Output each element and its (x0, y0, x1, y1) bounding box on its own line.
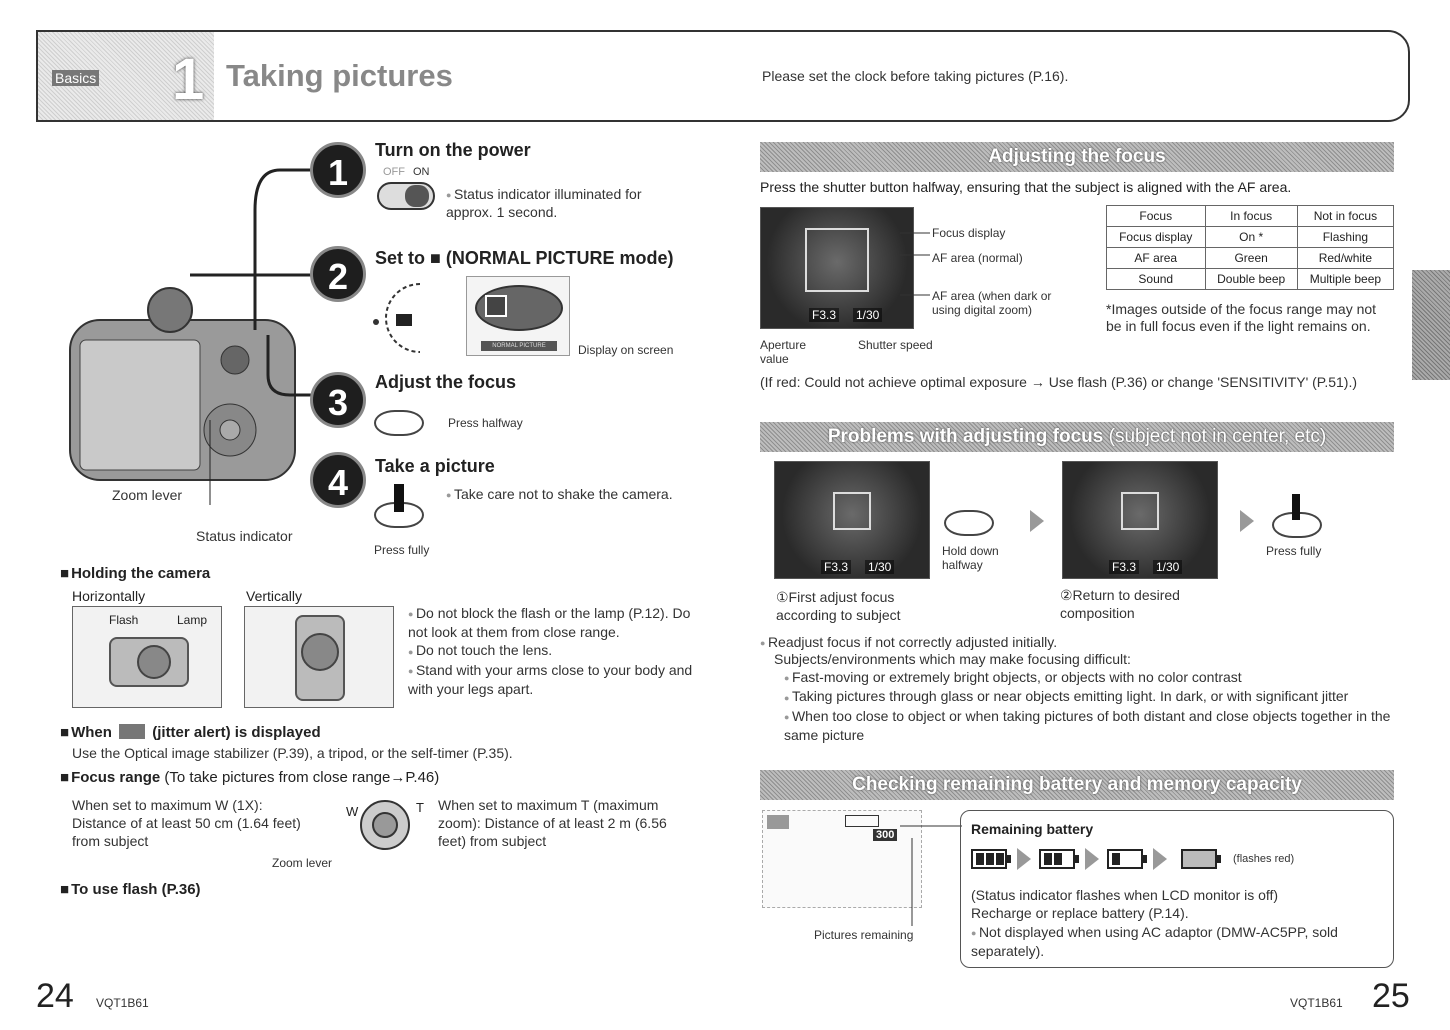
problem-photo-1-shutter: 1/30 (865, 560, 894, 574)
focus-range-heading (60, 769, 439, 786)
focus-range-note: (To take pictures from close range→P.46) (164, 769, 440, 786)
flash-heading: ■ To use flash (P.36) (60, 881, 201, 898)
arrow-right-icon (1030, 510, 1044, 532)
readjust-note: ● Readjust focus if not correctly adjusted initially. (760, 634, 1057, 650)
lcd-aperture-value: F3.3 (809, 308, 839, 322)
focus-lcd-photo (760, 207, 914, 329)
ac-adaptor-note: ● Not displayed when using AC adaptor (DMW-AC5PP, sold separately). (971, 923, 1371, 960)
half-press-icon (944, 510, 994, 536)
table-row (1107, 269, 1394, 290)
holding-bullets (408, 604, 698, 698)
focus-table (1106, 205, 1394, 290)
table-header: Not in focus (1297, 206, 1393, 227)
table-cell: Sound (1107, 269, 1206, 290)
hold-down-label: Hold down halfway (942, 544, 999, 572)
step-1-number: 1 (310, 142, 366, 198)
problems-banner (760, 422, 1394, 452)
section-number: 1 (172, 47, 205, 112)
step-4-note: ● Take care not to shake the camera. (446, 486, 686, 504)
tele-t-label: T (416, 800, 424, 815)
wide-w-label: W (346, 804, 359, 819)
horizontal-hold-image (72, 606, 222, 708)
page-header (36, 30, 1410, 122)
press-down-arrow-icon (394, 484, 404, 512)
battery-bar (1044, 853, 1052, 865)
battery-bar (976, 853, 984, 865)
table-row (1107, 248, 1394, 269)
lcd-shutter-value: 1/30 (853, 308, 882, 322)
table-cell: Focus display (1107, 227, 1206, 248)
battery-full-icon (971, 849, 1007, 869)
jitter-heading-post: (jitter alert) is displayed (152, 724, 321, 741)
flash-label: Flash (109, 613, 139, 627)
problem-photo-1-aperture: F3.3 (821, 560, 851, 574)
table-cell: Double beep (1205, 269, 1297, 290)
battery-bar (1112, 853, 1120, 865)
press-fully-label: Press fully (1266, 544, 1322, 558)
step-4-number: 4 (310, 452, 366, 508)
callout-af-normal: AF area (normal) (932, 251, 1023, 265)
holding-heading: ■ Holding the camera (60, 565, 210, 582)
clock-note: Please set the clock before taking pictures (P.16). (762, 68, 1069, 84)
battery-bar (1186, 853, 1194, 865)
problem-photo-2-shutter: 1/30 (1153, 560, 1182, 574)
tele-text: When set to maximum T (maximum zoom): Distance of at least 2 m (6.56 feet) from subject (438, 797, 667, 849)
table-header-row (1107, 206, 1394, 227)
battery-bar (1132, 853, 1140, 865)
arrow-right-icon (1085, 848, 1099, 870)
status-flash-note: (Status indicator flashes when LCD monitor is off) (971, 887, 1279, 903)
table-header: Focus (1107, 206, 1206, 227)
problems-banner-main: Problems with adjusting focus (827, 426, 1104, 447)
difficult-list (784, 668, 1394, 744)
right-code: VQT1B61 (1290, 996, 1343, 1010)
red-exposure-note: (If red: Could not achieve optimal exposure → Use flash (P.36) or change 'SENSITIVITY' (P.51).) (760, 374, 1357, 390)
remaining-count: 300 (873, 829, 897, 841)
zoom-lever-diagram (330, 786, 430, 866)
shutter-half-icon (374, 410, 424, 436)
step-1-note: ● Status indicator illuminated for approx. 1 second. (446, 186, 686, 221)
mode-screen-display (466, 276, 570, 356)
arrow-right-icon (1153, 848, 1167, 870)
battery-box (960, 810, 1394, 968)
lamp-label: Lamp (177, 613, 208, 627)
side-tab (1412, 270, 1450, 380)
switch-off-label: OFF (383, 166, 405, 178)
callout-af-dark: AF area (when dark or using digital zoom) (932, 289, 1052, 317)
problem-photo-2-caption: ②Return to desired composition (1060, 587, 1180, 621)
basics-label: Basics (52, 70, 99, 86)
battery-bar (986, 853, 994, 865)
zoom-lever-caption: Zoom lever (272, 856, 333, 870)
pictures-remaining-label: Pictures remaining (814, 928, 914, 942)
table-cell: Green (1205, 248, 1297, 269)
battery-bar (1064, 853, 1072, 865)
arrow-right-icon (1017, 848, 1031, 870)
flashes-red-label: (flashes red) (1233, 853, 1295, 865)
power-switch-icon (377, 166, 435, 214)
mode-dial-icon (370, 280, 448, 356)
step-1-title: Turn on the power (375, 140, 531, 160)
step-3-title: Adjust the focus (375, 372, 517, 392)
battery-bar (1122, 853, 1130, 865)
horizontally-label: Horizontally (72, 588, 146, 604)
focus-range-title: ■ Focus range (60, 769, 160, 786)
list-item: ● Taking pictures through glass or near objects emitting light. In dark, or with significant jitter (784, 687, 1394, 706)
battery-banner: Checking remaining battery and memory capacity (760, 770, 1394, 800)
step-2-note: Display on screen (578, 343, 674, 357)
left-page-number: 24 (36, 977, 74, 1015)
adjusting-focus-banner: Adjusting the focus (760, 142, 1394, 172)
holding-bullet: ● Do not block the flash or the lamp (P.12). Do not look at them from close range. (408, 604, 698, 641)
remaining-battery-heading: Remaining battery (971, 821, 1094, 837)
battery-bar (1196, 853, 1204, 865)
table-row (1107, 227, 1394, 248)
mode-badge: NORMAL PICTURE (481, 341, 557, 351)
recharge-note: Recharge or replace battery (P.14). (971, 905, 1189, 921)
table-cell: Red/white (1297, 248, 1393, 269)
battery-bar (1054, 853, 1062, 865)
step-4-press: Press fully (374, 543, 430, 557)
battery-empty-icon (1181, 849, 1217, 869)
holding-bullet: ● Stand with your arms close to your body and with your legs apart. (408, 661, 698, 698)
zoom-lever-label: Zoom lever (112, 487, 183, 503)
problem-photo-2-aperture: F3.3 (1109, 560, 1139, 574)
vertical-hold-image (244, 606, 394, 708)
jitter-text: Use the Optical image stabilizer (P.39), a tripod, or the self-timer (P.35). (72, 745, 513, 761)
battery-bar (1206, 853, 1214, 865)
problem-photo-2 (1062, 461, 1218, 579)
step-3-number: 3 (310, 372, 366, 428)
aperture-label: Aperture value (760, 338, 807, 366)
full-press-arrow-icon (1292, 494, 1300, 520)
table-header: In focus (1205, 206, 1297, 227)
callout-focus-display: Focus display (932, 226, 1006, 240)
jitter-icon (119, 724, 145, 739)
table-cell: On * (1205, 227, 1297, 248)
table-cell: AF area (1107, 248, 1206, 269)
page-title: Taking pictures (226, 58, 453, 93)
problem-photo-1-caption: ①First adjust focus according to subject (776, 589, 901, 623)
battery-bar (996, 853, 1004, 865)
lcd-screen-mock (762, 810, 922, 908)
vertically-label: Vertically (246, 588, 303, 604)
problem-photo-1 (774, 461, 930, 579)
switch-on-label: ON (413, 166, 430, 178)
status-indicator-label: Status indicator (196, 528, 293, 544)
step-3-note: Press halfway (448, 416, 523, 430)
battery-two-thirds-icon (1039, 849, 1075, 869)
step-2-title: Set to ■ (NORMAL PICTURE mode) (375, 248, 674, 268)
focus-footnote: *Images outside of the focus range may not be in full focus even if the light remains on. (1106, 301, 1377, 334)
step-2-number: 2 (310, 246, 366, 302)
holding-bullet: ● Do not touch the lens. (408, 641, 698, 660)
problems-banner-sub: (subject not in center, etc) (1108, 426, 1327, 447)
adjusting-intro: Press the shutter button halfway, ensuring that the subject is aligned with the AF area. (760, 179, 1292, 195)
arrow-right-icon (1240, 510, 1254, 532)
shutter-label: Shutter speed (858, 338, 933, 352)
jitter-heading-pre: ■ When (60, 724, 112, 741)
list-item: ● Fast-moving or extremely bright objects, or objects with no color contrast (784, 668, 1394, 687)
wide-text: When set to maximum W (1X): Distance of at least 50 cm (1.64 feet) from subject (72, 797, 301, 849)
table-cell: Flashing (1297, 227, 1393, 248)
table-cell: Multiple beep (1297, 269, 1393, 290)
right-page-number: 25 (1372, 977, 1410, 1015)
jitter-heading (60, 724, 321, 741)
step-4-title: Take a picture (375, 456, 495, 476)
battery-one-third-icon (1107, 849, 1143, 869)
difficult-intro: Subjects/environments which may make focusing difficult: (774, 651, 1131, 667)
left-code: VQT1B61 (96, 996, 149, 1010)
list-item: ● When too close to object or when taking pictures of both distant and close objects together in the same picture (784, 707, 1394, 744)
